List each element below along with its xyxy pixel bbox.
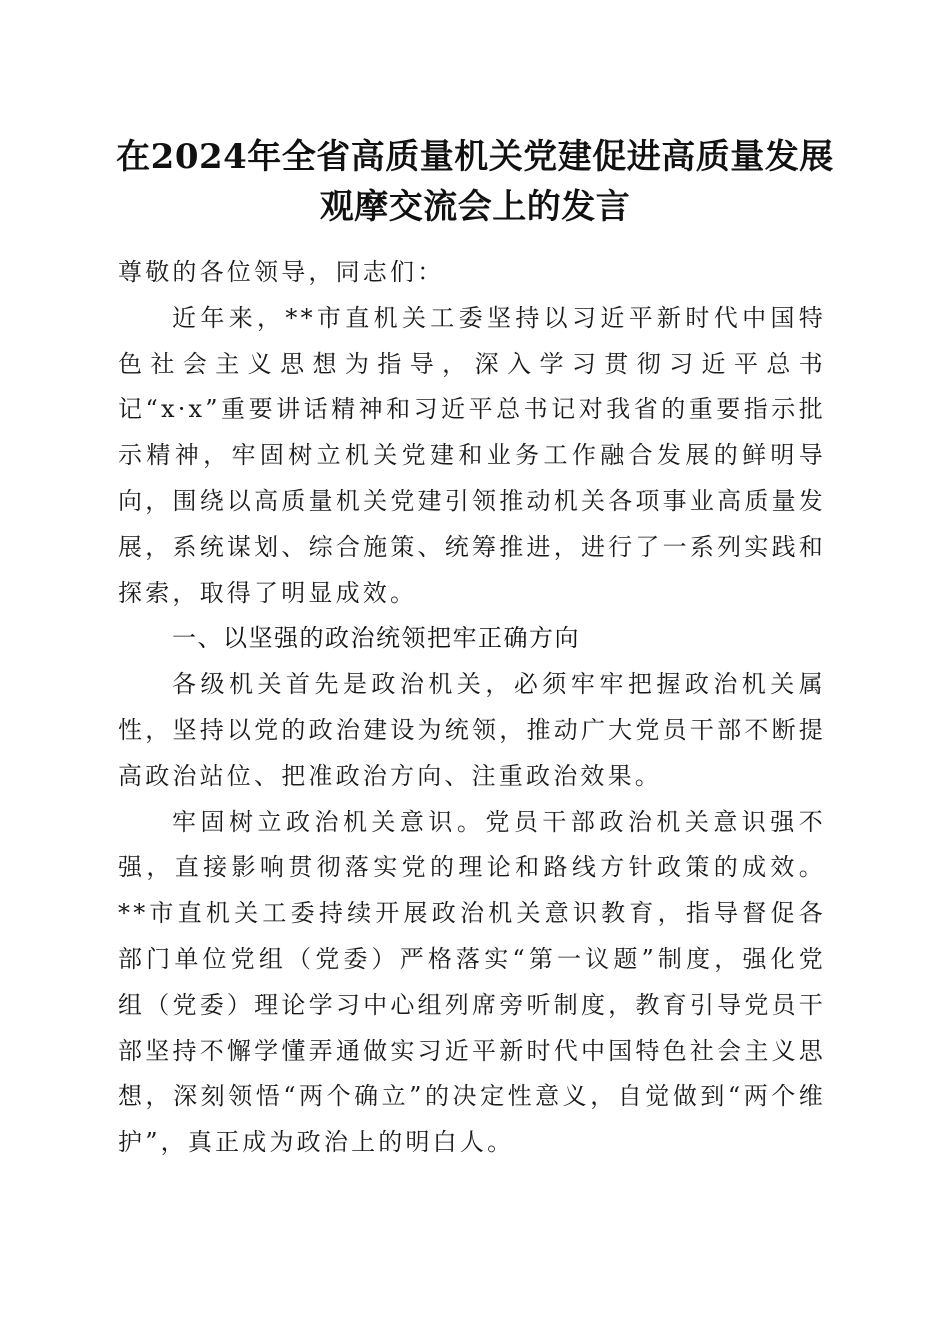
- section-paragraph-1: 各级机关首先是政治机关，必须牢牢把握政治机关属性，坚持以党的政治建设为统领，推动广大党员干部不断提高政治站位、把准政治方向、注重政治效果。: [118, 670, 826, 790]
- intro-paragraph: 近年来，**市直机关工委坚持以习近平新时代中国特色社会主义思想为指导，深入学习贯彻习近平总书记“x·x”重要讲话精神和习近平总书记对我省的重要指示批示精神，牢固树立机关党建和业务工作融合发展的鲜明导向，围绕以高质量机关党建引领推动机关各项事业高质量发展，系统谋划、综合施策、统筹推进，进行了一系列实践和探索，取得了明显成效。: [118, 303, 826, 607]
- section-paragraph-2: 牢固树立政治机关意识。党员干部政治机关意识强不强，直接影响贯彻落实党的理论和路线方针政策的成效。**市直机关工委持续开展政治机关意识教育，指导督促各部门单位党组（党委）严格落实“第一议题”制度，强化党组（党委）理论学习中心组列席旁听制度，教育引导党员干部坚持不懈学懂弄通做实习近平新时代中国特色社会主义思想，深刻领悟“两个确立”的决定性意义，自觉做到“两个维护”，真正成为政治上的明白人。: [118, 807, 826, 1157]
- document-title: 在2024年全省高质量机关党建促进高质量发展观摩交流会上的发言: [116, 137, 834, 227]
- document-body: [118, 250, 826, 1166]
- section-heading: 一、以坚强的政治统领把牢正确方向: [172, 624, 580, 653]
- salutation: 尊敬的各位领导，同志们：: [118, 258, 445, 286]
